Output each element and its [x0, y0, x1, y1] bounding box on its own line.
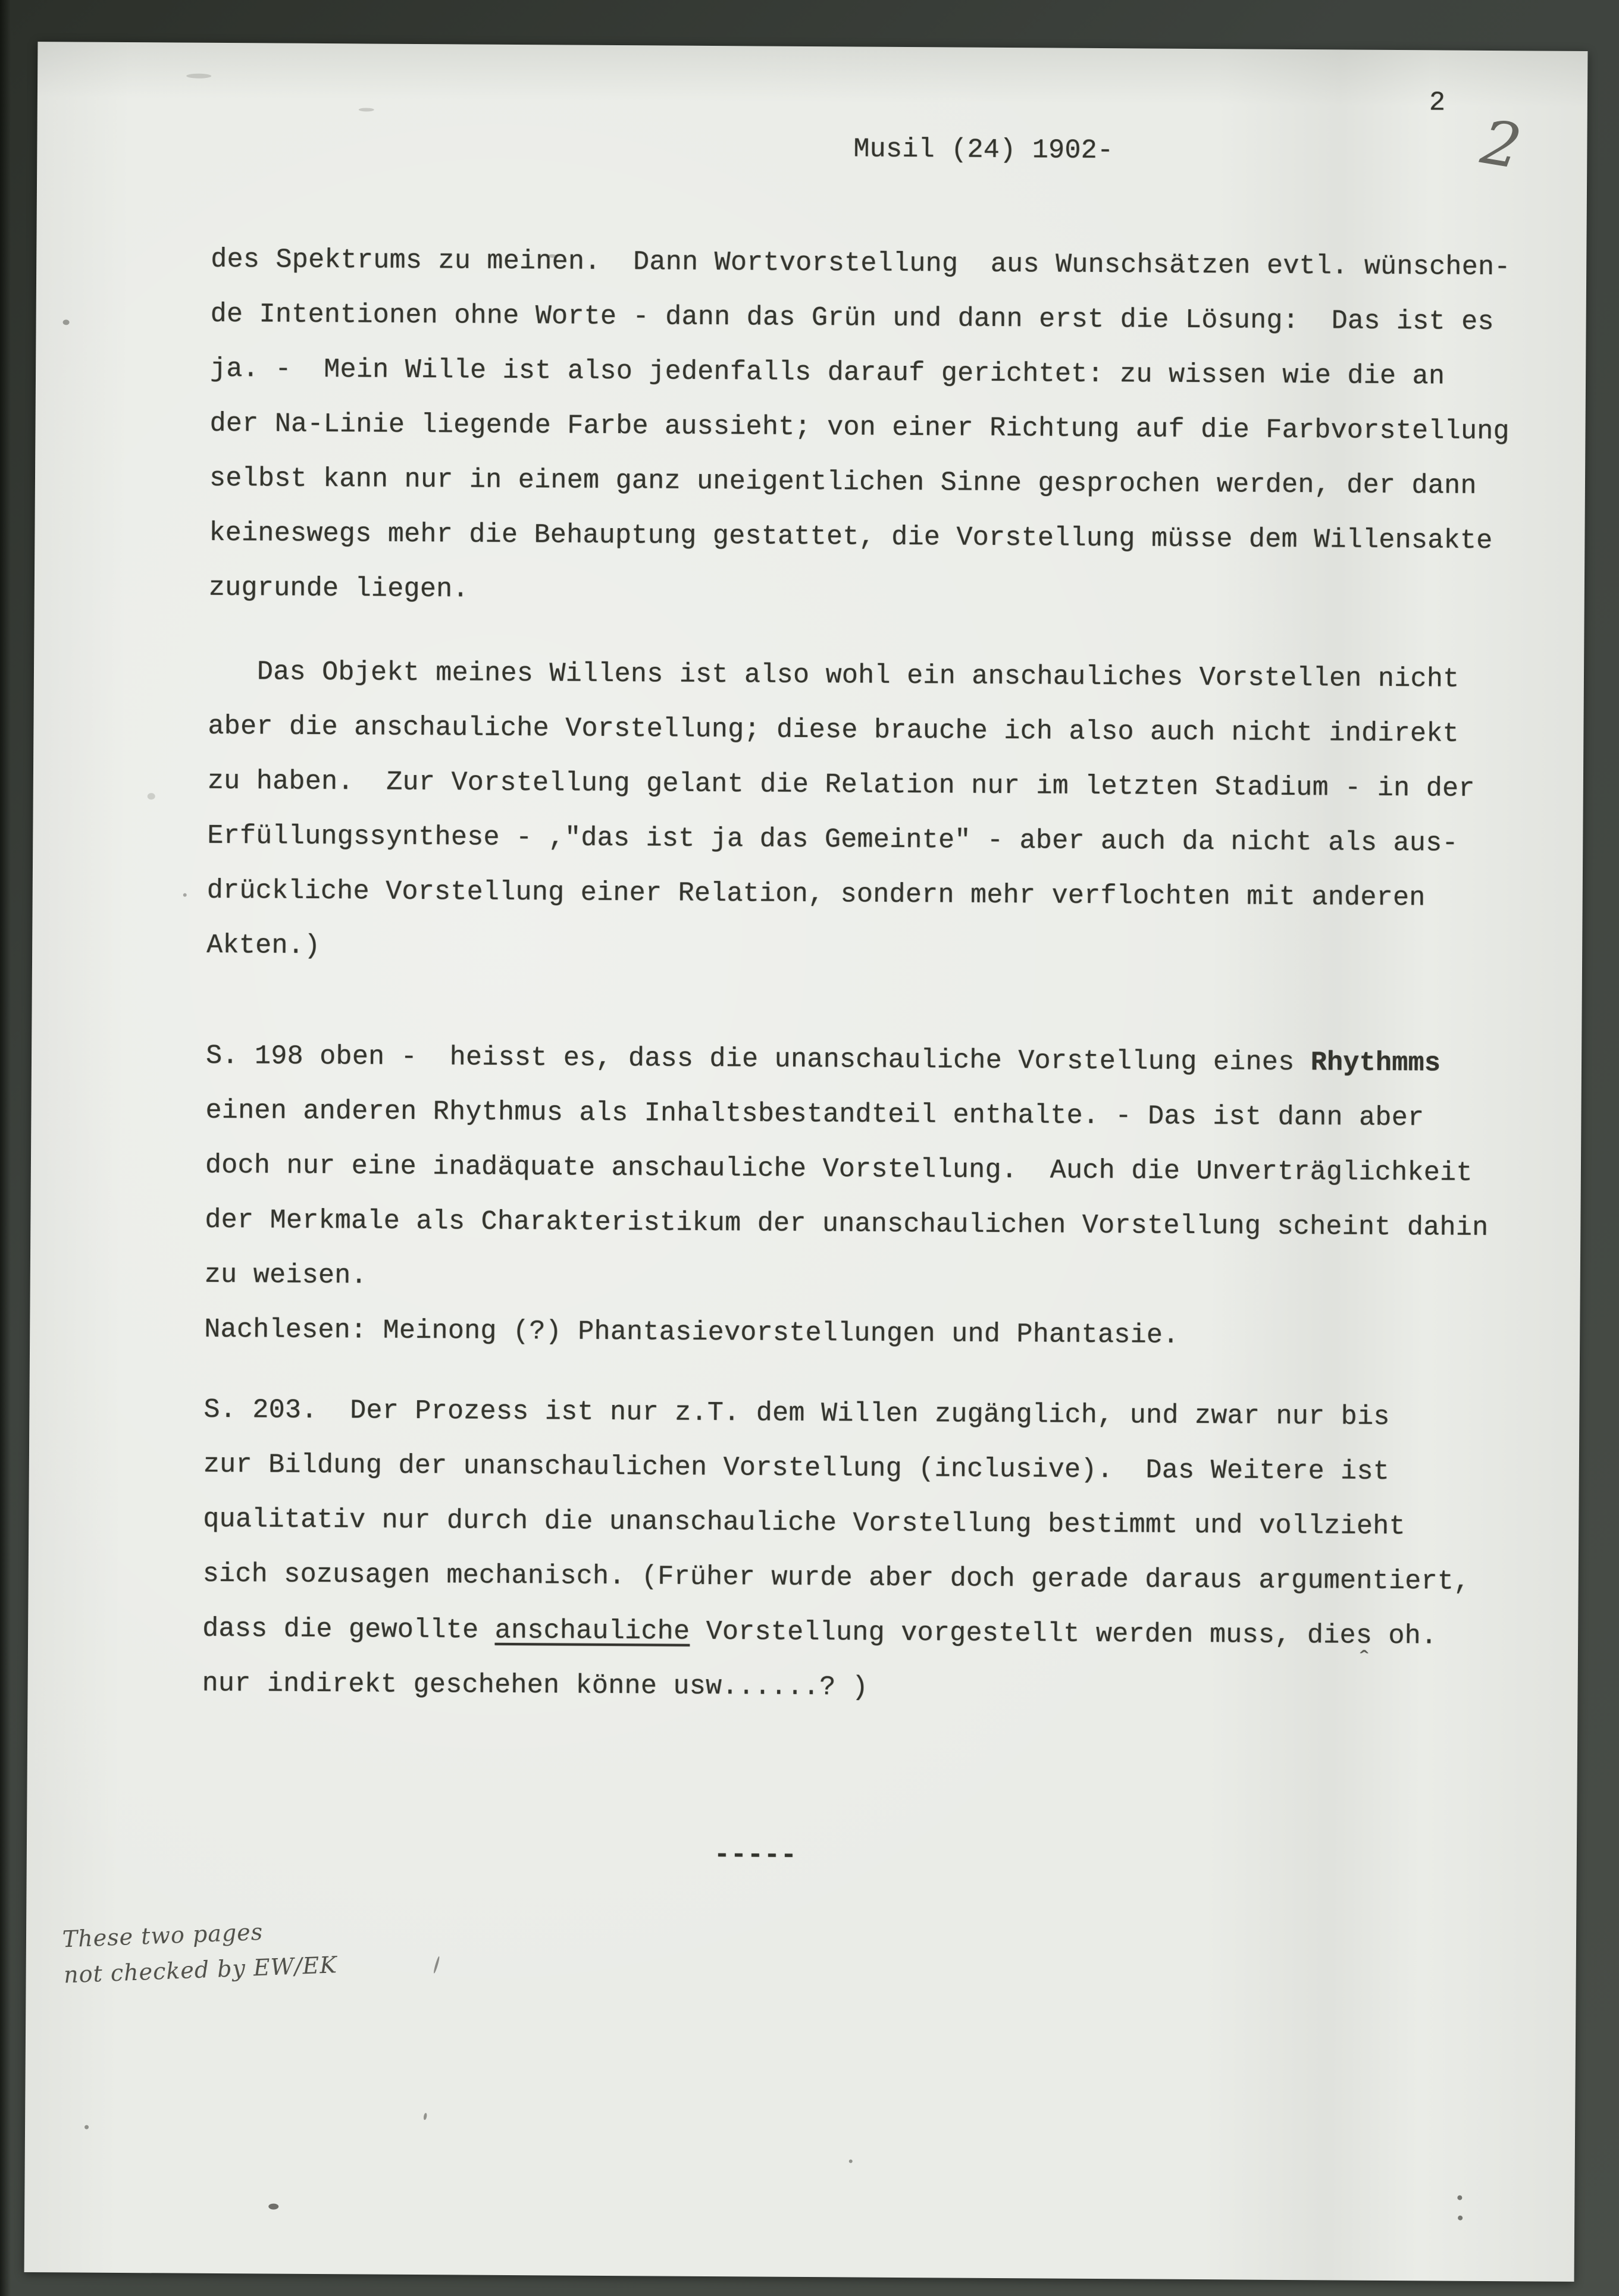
paper-speck: [63, 319, 70, 325]
handwritten-page-number: 2: [1476, 106, 1526, 183]
document-page: [24, 42, 1588, 2282]
typed-line: dass die gewollte anschauliche Vorstellung vorgestellt werden muss, dies oh.: [202, 1613, 1438, 1652]
typed-line: der Merkmale als Charakteristikum der unanschaulichen Vorstellung scheint dahin: [205, 1205, 1489, 1244]
typed-line: Das Objekt meines Willens ist also wohl ein anschauliches Vorstellen nicht: [208, 656, 1460, 695]
typed-line: zur Bildung der unanschaulichen Vorstellung (inclusive). Das Weitere ist: [203, 1449, 1390, 1487]
typed-line: S. 198 oben - heisst es, dass die unanschauliche Vorstellung eines Rhythmms: [205, 1040, 1441, 1079]
typed-line: drückliche Vorstellung einer Relation, sondern mehr verflochten mit anderen: [206, 875, 1426, 914]
typed-line: sich sozusagen mechanisch. (Früher wurde aber doch gerade daraus argumentiert,: [202, 1558, 1470, 1597]
typed-line: einen anderen Rhythmus als Inhaltsbestandteil enthalte. - Das ist dann aber: [205, 1095, 1424, 1134]
paper-speck: [186, 74, 211, 79]
paper-speck: [148, 793, 155, 799]
paragraph: [206, 645, 1553, 981]
typed-line: aber die anschauliche Vorstellung; diese brauche ich also auch nicht indirekt: [208, 711, 1460, 749]
paragraph: [204, 1303, 1549, 1366]
typed-page-number: 2: [1429, 87, 1446, 118]
typed-line: Akten.): [206, 930, 321, 962]
typescript-body: [202, 233, 1555, 1720]
paper-speck: [1457, 2195, 1462, 2200]
paper-speck: [849, 2159, 853, 2163]
typed-line: ja. - Mein Wille ist also jedenfalls darauf gerichtet: zu wissen wie die an: [209, 353, 1445, 392]
typed-line: zugrunde liegen.: [208, 572, 469, 605]
paragraph: [209, 233, 1556, 624]
typed-line: keineswegs mehr die Behauptung gestattet, die Vorstellung müsse dem Willensakte: [209, 517, 1493, 557]
typed-line: qualitativ nur durch die unanschauliche Vorstellung bestimmt und vollzieht: [203, 1504, 1405, 1542]
typed-line: selbst kann nur in einem ganz uneigentlichen Sinne gesprochen werden, der dann: [209, 463, 1477, 501]
paper-speck: [359, 108, 374, 111]
typed-line: Erfüllungssynthese - ,"das ist ja das Gemeinte" - aber auch da nicht als aus-: [207, 820, 1458, 859]
typed-line: der Na-Linie liegende Farbe aussieht; von einer Richtung auf die Farbvorstellung: [209, 408, 1510, 447]
typed-line: de Intentionen ohne Worte - dann das Grün und dann erst die Lösung: Das ist es: [210, 299, 1494, 338]
handwritten-annotation: [62, 1911, 338, 1993]
typed-line: zu haben. Zur Vorstellung gelant die Relation nur im letzten Stadium - in der: [207, 766, 1475, 804]
annotation-line-1: These two pages: [62, 1918, 264, 1953]
typed-line: Nachlesen: Meinong (?) Phantasievorstellungen und Phantasie.: [204, 1314, 1179, 1351]
annotation-line-2: not checked by EW/EK: [63, 1952, 338, 1988]
paragraph: [202, 1383, 1548, 1720]
typed-line: des Spektrums zu meinen. Dann Wortvorstellung aus Wunschsätzen evtl. wünschen-: [211, 244, 1511, 283]
paper-speck: [433, 1956, 440, 1974]
typed-line: doch nur eine inadäquate anschauliche Vorstellung. Auch die Unverträglichkeit: [205, 1150, 1473, 1188]
typed-line: zu weisen.: [204, 1259, 368, 1291]
paper-speck: [268, 2204, 278, 2210]
typed-line: nur indirekt geschehen könne usw......? ): [202, 1668, 869, 1703]
paper-speck: [1458, 2216, 1463, 2220]
paper-speck: [183, 893, 187, 897]
paragraph: [205, 1029, 1551, 1311]
typed-line: S. 203. Der Prozess ist nur z.T. dem Willen zugänglich, und zwar nur bis: [203, 1394, 1390, 1433]
paper-speck: [84, 2125, 89, 2129]
paper-speck: [423, 2113, 427, 2121]
paper-specks: [37, 42, 1587, 51]
document-header: Musil (24) 1902-: [853, 134, 1114, 167]
separator-dashes: -----: [713, 1840, 798, 1871]
paper-speck: [548, 254, 556, 258]
insertion-caret-mark: ˆ: [1356, 1646, 1372, 1676]
